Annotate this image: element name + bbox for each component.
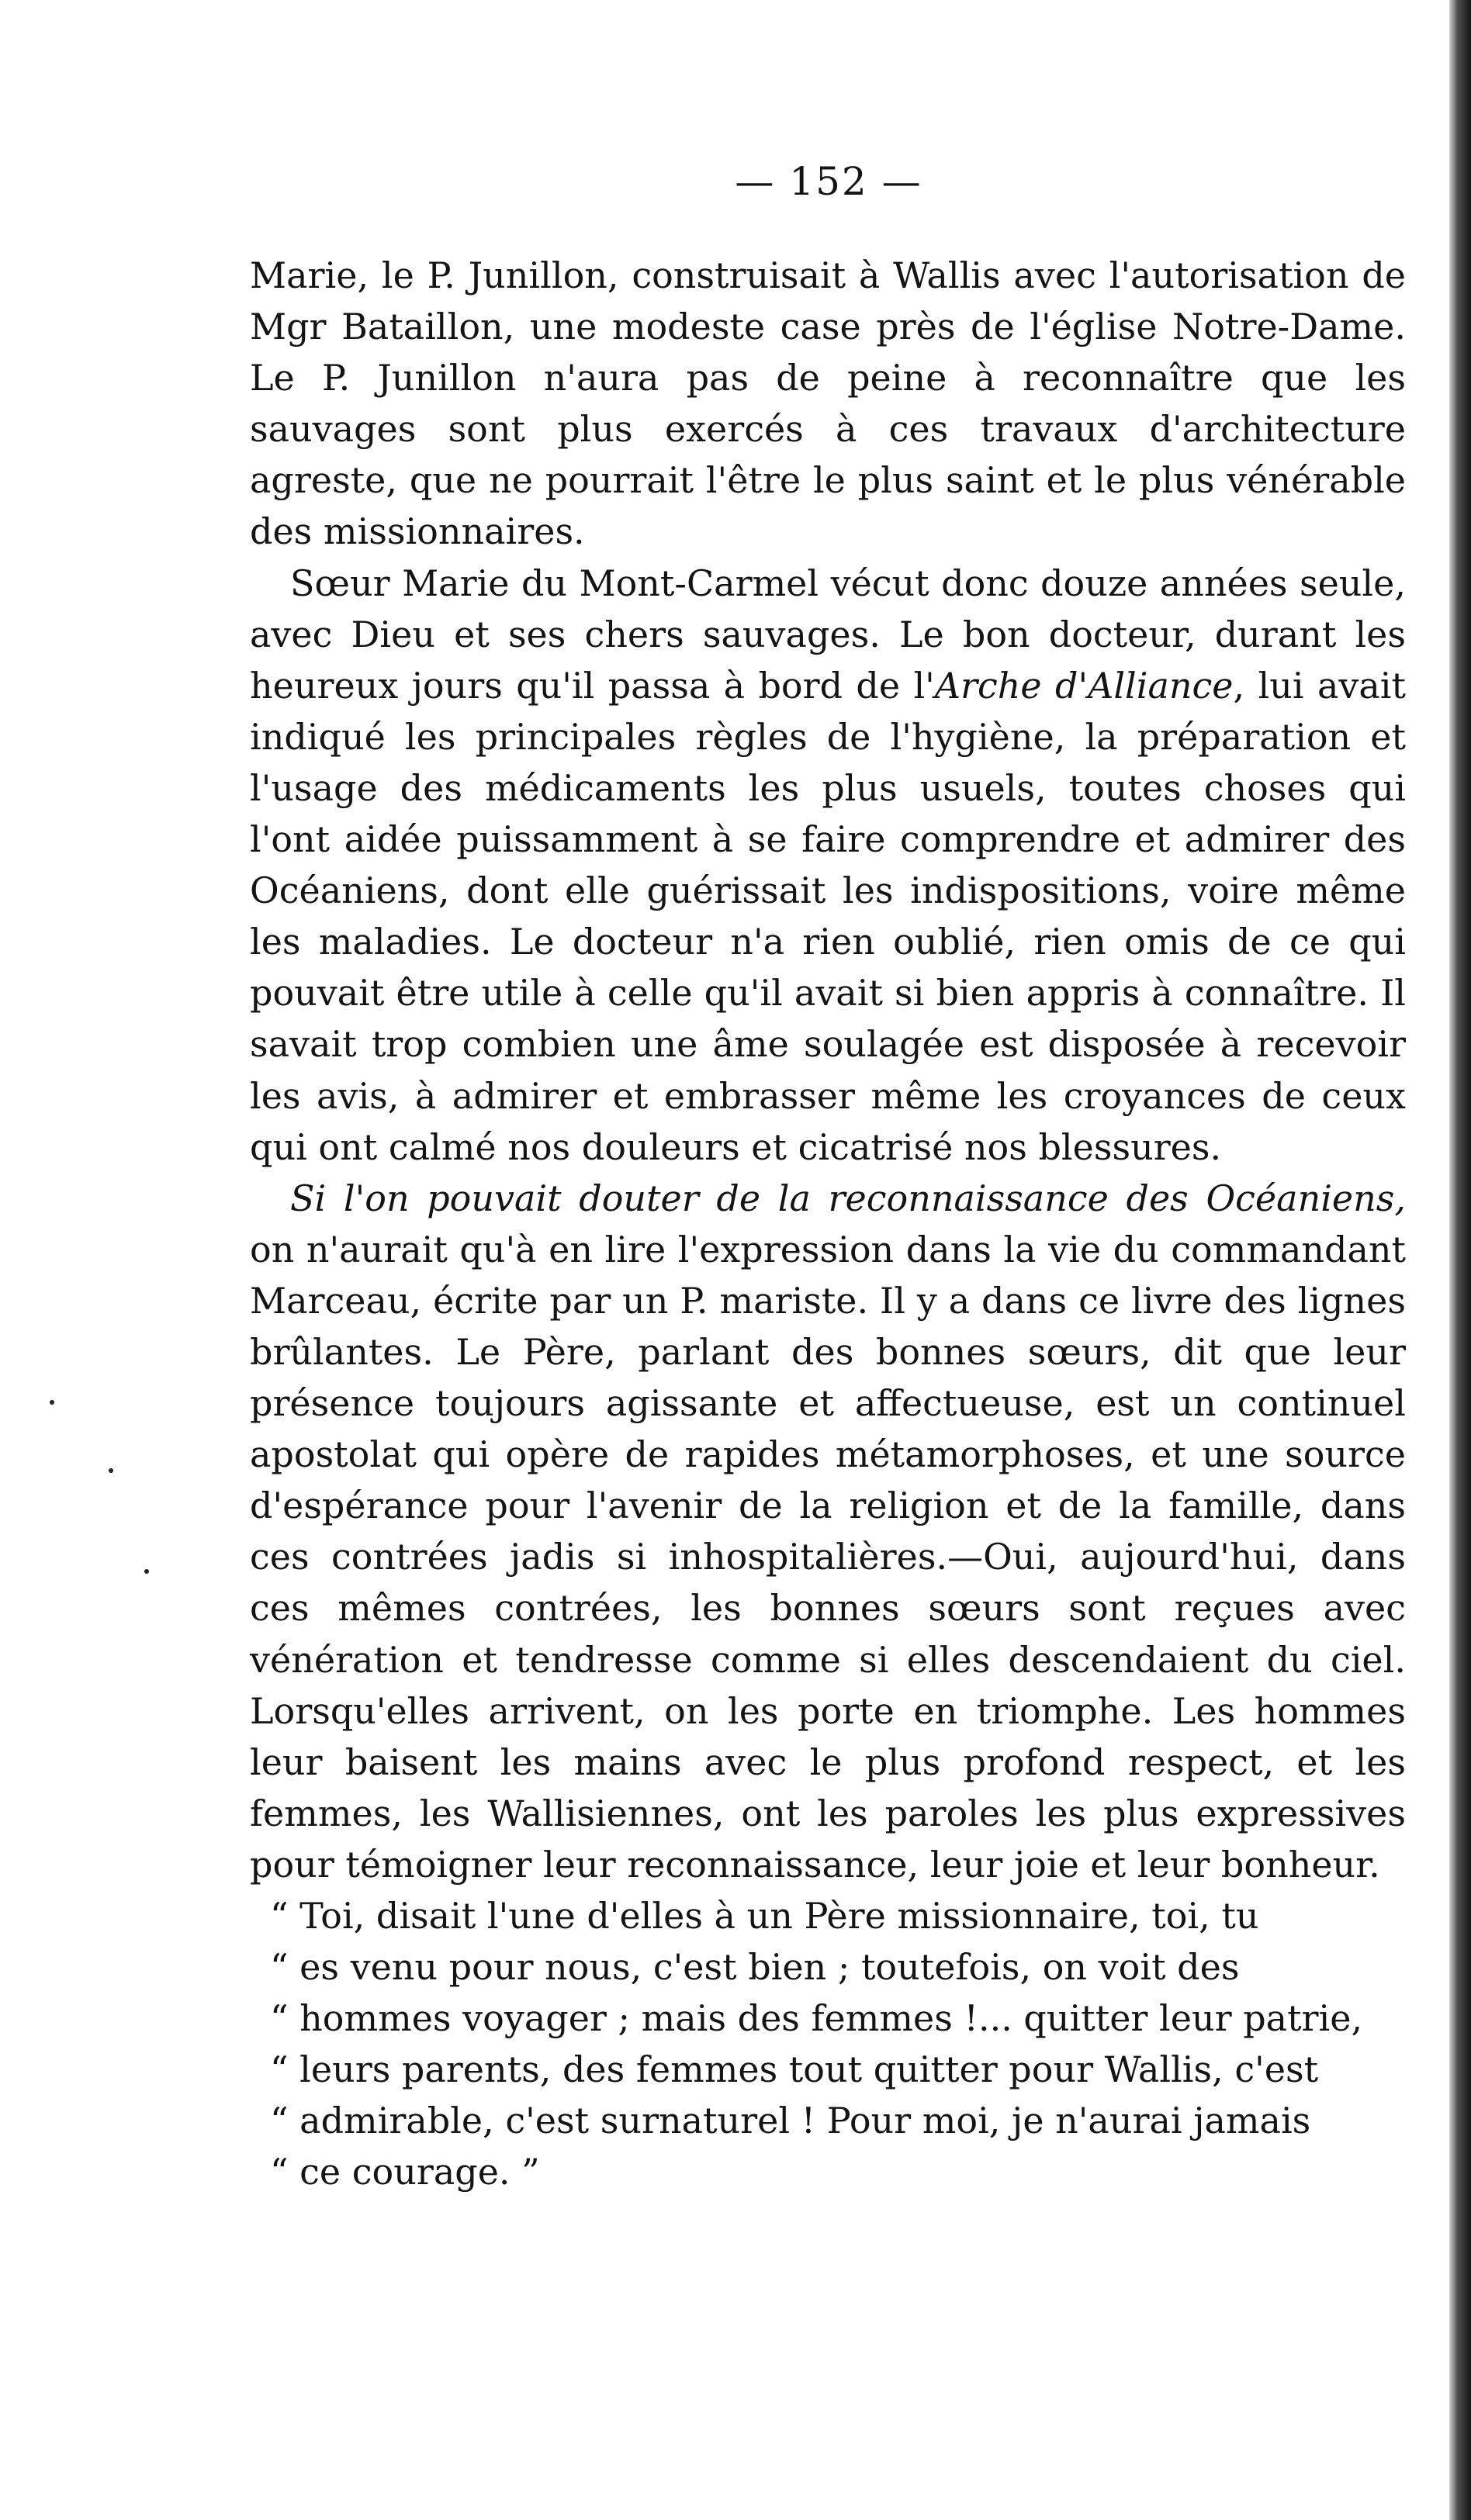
paragraph-3-text: on n'aurait qu'à en lire l'expression dans la vie du commandant Marceau, écrite par un P. mariste. Il y a dans ce livre des lignes brûlantes. Le Père, parlant des bonnes sœurs, dit que leur présence toujours agissante et affectueuse, est un continuel apostolat qui opère de rapides métamorphoses, et une source d'espérance pour l'avenir de la religion et de la famille, dans ces contrées jadis si inhospitalières.—Oui, aujourd'hui, dans ces mêmes contrées, les bonnes sœurs sont reçues avec vénération et tendresse comme si elles descendaient du ciel. Lorsqu'elles arrivent, on les porte en triomphe. Les hommes leur baisent les mains avec le plus profond respect, et les femmes, les Wallisiennes, ont les paroles les plus expressives pour témoigner leur reconnaissance, leur joie et leur bonheur. bbox=[250, 1228, 1406, 1886]
quote-line: “ hommes voyager ; mais des femmes !... quitter leur patrie, bbox=[270, 1997, 1363, 2040]
paragraph-1-text: Marie, le P. Junillon, construisait à Wallis avec l'autorisation de Mgr Bataillon, une modeste case près de l'église Notre-Dame. Le P. Junillon n'aura pas de peine à reconnaître que les sauvages sont plus exercés à ces travaux d'architecture agreste, que ne pourrait l'être le plus saint et le plus vénérable des missionnaires. bbox=[250, 254, 1406, 553]
paragraph-2-text-after: , lui avait indiqué les principales règles de l'hygiène, la préparation et l'usage des médicaments les plus usuels, toutes choses qui l'ont aidée puissamment à se faire comprendre et admirer des Océaniens, dont elle guérissait les indispositions, voire même les maladies. Le docteur n'a rien oublié, rien omis de ce qui pouvait être utile à celle qu'il avait si bien appris à connaître. Il savait trop combien une âme soulagée est disposée à recevoir les avis, à admirer et embrasser même les croyances de ceux qui ont calmé nos douleurs et cicatrisé nos blessures. bbox=[250, 664, 1407, 1168]
quote-line: “ es venu pour nous, c'est bien ; toutefois, on voit des bbox=[270, 1946, 1240, 1989]
scan-speck bbox=[109, 1468, 113, 1473]
ship-name: Arche d'Alliance bbox=[934, 664, 1234, 707]
quote-line: “ leurs parents, des femmes tout quitter pour Wallis, c'est bbox=[270, 2048, 1319, 2091]
paragraph-3 bbox=[250, 1173, 1406, 1890]
scan-page-edge bbox=[1449, 0, 1471, 2520]
page-number: — 152 — bbox=[735, 159, 922, 204]
paragraph-2-text-before: Sœur Marie du Mont-Carmel vécut donc douze années seule, avec Dieu et ses chers sauvages. Le bon docteur, durant les heureux jours qu'il passa à bord de l' bbox=[250, 562, 1406, 707]
text-body bbox=[250, 250, 1406, 2198]
quotation bbox=[250, 1890, 1406, 2198]
scan-speck bbox=[50, 1400, 54, 1405]
quote-line: “ admirable, c'est surnaturel ! Pour moi, je n'aurai jamais bbox=[270, 2100, 1311, 2142]
paragraph-3-italic-opening: Si l'on pouvait douter de la reconnaissance des Océaniens, bbox=[290, 1177, 1406, 1219]
quote-line: “ Toi, disait l'une d'elles à un Père missionnaire, toi, tu bbox=[270, 1895, 1259, 1937]
paragraph-2 bbox=[250, 558, 1406, 1173]
scan-speck bbox=[144, 1569, 149, 1574]
quote-line: “ ce courage. ” bbox=[270, 2151, 540, 2193]
paragraph-1 bbox=[250, 250, 1406, 558]
